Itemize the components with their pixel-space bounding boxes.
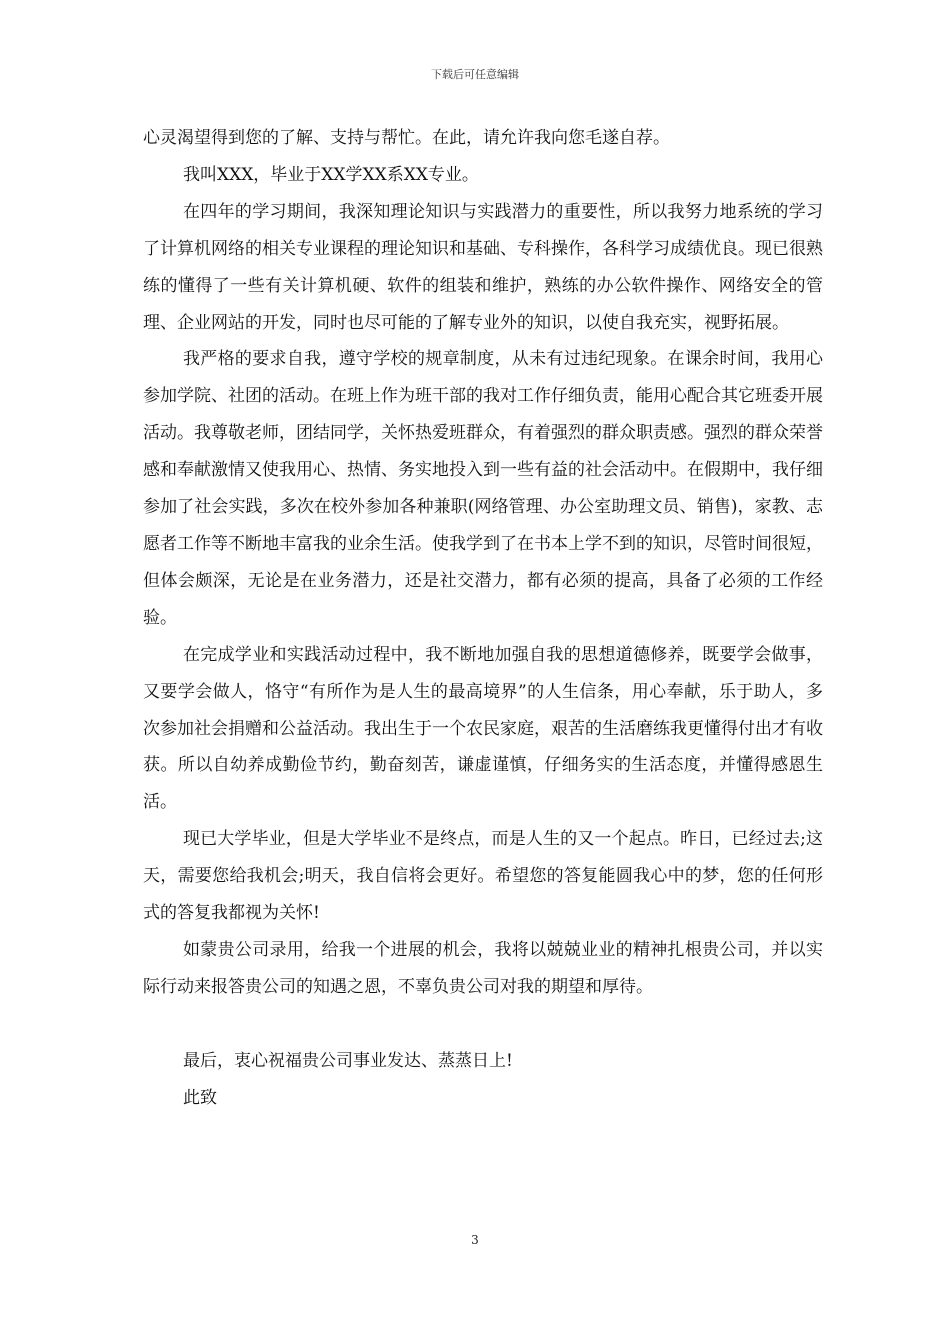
letter-body — [143, 120, 823, 1117]
paragraph-moral-cultivation: 在完成学业和实践活动过程中，我不断地加强自我的思想道德修养，既要学会做事，又要学会做人，恪守“有所作为是人生的最高境界”的人生信条，用心奉献，乐于助人，多次参加社会捐赠和公益活动。我出生于一个农民家庭，艰苦的生活磨练我更懂得付出才有收获。所以自幼养成勤俭节约，勤奋刻苦，谦虚谨慎，仔细务实的生活态度，并懂得感恩生活。 — [143, 644, 823, 813]
paragraph-study: 在四年的学习期间，我深知理论知识与实践潜力的重要性，所以我努力地系统的学习了计算机网络的相关专业课程的理论知识和基础、专科操作，各科学习成绩优良。现已很熟练的懂得了一些有关计算机硬、软件的组装和维护，熟练的办公软件操作、网络安全的管理、企业网站的开发，同时也尽可能的了解专业外的知识，以使自我充实，视野拓展。 — [143, 201, 823, 333]
page-header-note: 下载后可任意编辑 — [431, 68, 519, 81]
paragraph-introduction: 我叫XXX，毕业于XX学XX系XX专业。 — [183, 164, 479, 185]
paragraph-spacer — [143, 1006, 823, 1043]
page-number: 3 — [471, 1233, 479, 1247]
paragraph-graduation: 现已大学毕业，但是大学毕业不是终点，而是人生的又一个起点。昨日，已经过去;这天，需要您给我机会;明天，我自信将会更好。希望您的答复能圆我心中的梦，您的任何形式的答复我都视为关怀! — [143, 829, 823, 924]
paragraph-salutation: 此致 — [183, 1087, 217, 1108]
paragraph-discipline-activities: 我严格的要求自我，遵守学校的规章制度，从未有过违纪现象。在课余时间，我用心参加学院、社团的活动。在班上作为班干部的我对工作仔细负责，能用心配合其它班委开展活动。我尊敬老师，团结同学，关怀热爱班群众，有着强烈的群众职责感。强烈的群众荣誉感和奉献激情又使我用心、热情、务实地投入到一些有益的社会活动中。在假期中，我仔细参加了社会实践，多次在校外参加各种兼职(网络管理、办公室助理文员、销售)，家教、志愿者工作等不断地丰富我的业余生活。使我学到了在书本上学不到的知识，尽管时间很短，但体会颇深，无论是在业务潜力，还是社交潜力，都有必须的提高，具备了必须的工作经验。 — [143, 349, 823, 628]
paragraph-closing-wish: 最后，衷心祝福贵公司事业发达、蒸蒸日上! — [183, 1050, 513, 1071]
paragraph-employment-request: 如蒙贵公司录用，给我一个进展的机会，我将以兢兢业业的精神扎根贵公司，并以实际行动来报答贵公司的知遇之恩，不辜负贵公司对我的期望和厚待。 — [143, 939, 823, 997]
paragraph-continuation: 心灵渴望得到您的了解、支持与帮忙。在此，请允许我向您毛遂自荐。 — [143, 128, 670, 148]
